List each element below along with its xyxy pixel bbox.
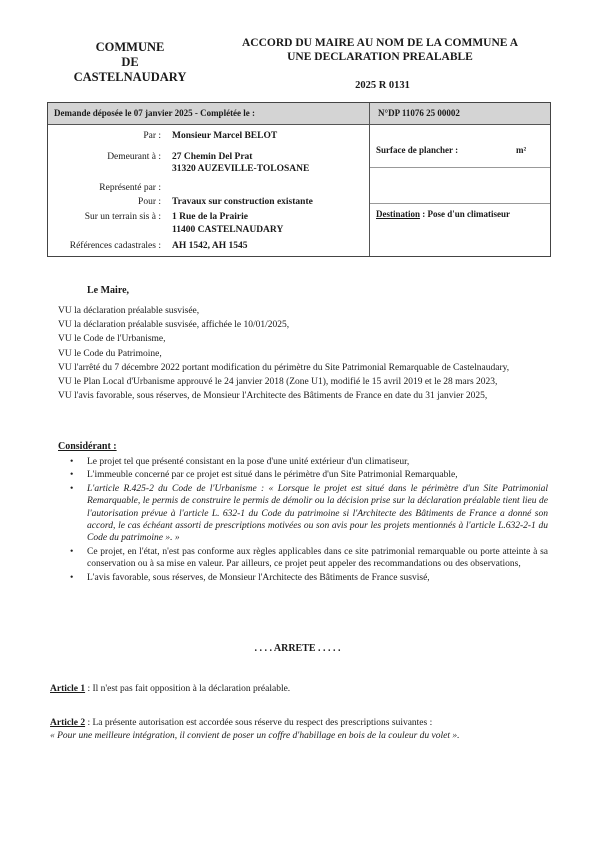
commune-heading bbox=[40, 40, 220, 85]
article-2-title: Article 2 bbox=[50, 718, 86, 728]
surface-label: Surface de plancher : bbox=[376, 145, 459, 155]
vu-item: VU le Code du Patrimoine, bbox=[58, 348, 162, 359]
destination-value: : Pose d'un climatiseur bbox=[420, 209, 511, 219]
considerant-heading: Considérant : bbox=[58, 441, 117, 452]
vu-item: VU la déclaration préalable susvisée, affichée le 10/01/2025, bbox=[58, 320, 290, 331]
article-2-quote: « Pour une meilleure intégration, il convient de poser un coffre d'habillage en bois de la couleur du volet ». bbox=[50, 731, 460, 741]
row-value: 31320 AUZEVILLE-TOLOSANE bbox=[172, 164, 310, 174]
row-value: 11400 CASTELNAUDARY bbox=[172, 225, 284, 235]
article-1-text: : Il n'est pas fait opposition à la déclaration préalable. bbox=[85, 684, 291, 694]
reference-number: 2025 R 0131 bbox=[355, 80, 410, 91]
title-line-2: UNE DECLARATION PREALABLE bbox=[287, 51, 473, 63]
row-key: Références cadastrales : bbox=[69, 241, 161, 251]
row-value: 27 Chemin Del Prat bbox=[172, 152, 253, 162]
side-divider-2 bbox=[370, 203, 550, 204]
row-key: Pour : bbox=[138, 197, 161, 207]
article-2-text: : La présente autorisation est accordée sous réserve du respect des prescriptions suivantes : bbox=[85, 718, 433, 728]
article-1 bbox=[50, 683, 550, 696]
vu-item: VU la déclaration préalable susvisée, bbox=[58, 306, 200, 316]
vu-item: VU l'avis favorable, sous réserves, de Monsieur l'Architecte des Bâtiments de France en date du 31 janvier 2025, bbox=[58, 391, 488, 402]
row-key: Sur un terrain sis à : bbox=[84, 212, 161, 222]
title-line-1: ACCORD DU MAIRE AU NOM DE LA COMMUNE A bbox=[242, 37, 518, 49]
commune-line-1: COMMUNE bbox=[95, 40, 165, 54]
row-value: Travaux sur construction existante bbox=[172, 197, 313, 207]
article-2 bbox=[50, 717, 550, 743]
bullet-icon: • bbox=[70, 546, 74, 557]
article-1-title: Article 1 bbox=[50, 684, 86, 694]
row-key: Par : bbox=[143, 131, 161, 141]
considerant-item bbox=[70, 483, 548, 545]
considerant-text: L'immeuble concerné par ce projet est situé dans le périmètre d'un Site Patrimonial Remarquable, bbox=[87, 470, 458, 481]
considerant-item bbox=[70, 469, 548, 481]
application-info-box bbox=[47, 102, 551, 257]
vu-list bbox=[58, 304, 548, 403]
side-divider-1 bbox=[370, 167, 550, 168]
row-key: Demeurant à : bbox=[107, 152, 161, 162]
dp-number: N°DP 11076 25 00002 bbox=[378, 108, 460, 118]
considerant-item bbox=[70, 546, 548, 571]
surface-field bbox=[376, 145, 527, 155]
vu-item: VU le Code de l'Urbanisme, bbox=[58, 334, 166, 345]
row-value: AH 1542, AH 1545 bbox=[172, 241, 248, 251]
box-header bbox=[48, 103, 550, 125]
bullet-icon: • bbox=[70, 470, 74, 481]
box-divider bbox=[369, 103, 370, 256]
surface-unit: m² bbox=[516, 145, 527, 155]
bullet-icon: • bbox=[70, 483, 74, 494]
destination-label: Destination bbox=[376, 209, 421, 219]
commune-line-3: CASTELNAUDARY bbox=[73, 70, 187, 84]
considerant-item bbox=[70, 456, 548, 468]
vu-item: VU l'arrêté du 7 décembre 2022 portant modification du périmètre du Site Patrimonial Remarquable de Castelnaudary, bbox=[58, 362, 510, 373]
row-value: Monsieur Marcel BELOT bbox=[172, 131, 278, 141]
considerant-list bbox=[70, 456, 548, 585]
considerant-text: Ce projet, en l'état, n'est pas conforme aux règles applicables dans ce site patrimonial remarquable ou porte atteinte à sa conservation ou à sa mise en valeur. Par ailleurs, ce projet peut appeler des recommandations ou des observations, bbox=[87, 546, 548, 570]
document-title bbox=[215, 36, 545, 64]
considerant-item bbox=[70, 572, 548, 584]
arrete-heading: . . . . ARRETE . . . . . bbox=[254, 643, 341, 654]
destination-field bbox=[376, 209, 510, 219]
bullet-icon: • bbox=[70, 457, 74, 467]
vu-item: VU le Plan Local d'Urbanisme approuvé le 24 janvier 2018 (Zone U1), modifié le 15 avril 2019 et le 28 mars 2023, bbox=[58, 377, 498, 388]
considerant-text: L'article R.425-2 du Code de l'Urbanisme : « Lorsque le projet est situé dans le périmètre d'un Site Patrimonial Remarquable, le permis de construire le permis de démolir ou la décision prise sur la déclaration préalable tient lieu de l'autorisation prévue à l'article L. 632-1 du Code du patrimoine si l'Architecte des Bâtiments de France a donné son accord, le cas échéant assorti de prescriptions motivées ou son avis pour les projets mentionnés à l'article L.632-2-1 du Code du patrimoine ». » bbox=[87, 483, 548, 544]
bullet-icon: • bbox=[70, 572, 74, 583]
row-value: 1 Rue de la Prairie bbox=[172, 212, 248, 222]
deposit-date: Demande déposée le 07 janvier 2025 - Complétée le : bbox=[54, 108, 256, 118]
maire-heading: Le Maire, bbox=[87, 285, 130, 296]
considerant-text: L'avis favorable, sous réserves, de Monsieur l'Architecte des Bâtiments de France susvisé, bbox=[87, 572, 430, 583]
commune-line-2: DE bbox=[121, 55, 139, 69]
row-key: Représenté par : bbox=[99, 183, 161, 193]
considerant-text: Le projet tel que présenté consistant en la pose d'une unité extérieur d'un climatiseur, bbox=[87, 457, 410, 467]
